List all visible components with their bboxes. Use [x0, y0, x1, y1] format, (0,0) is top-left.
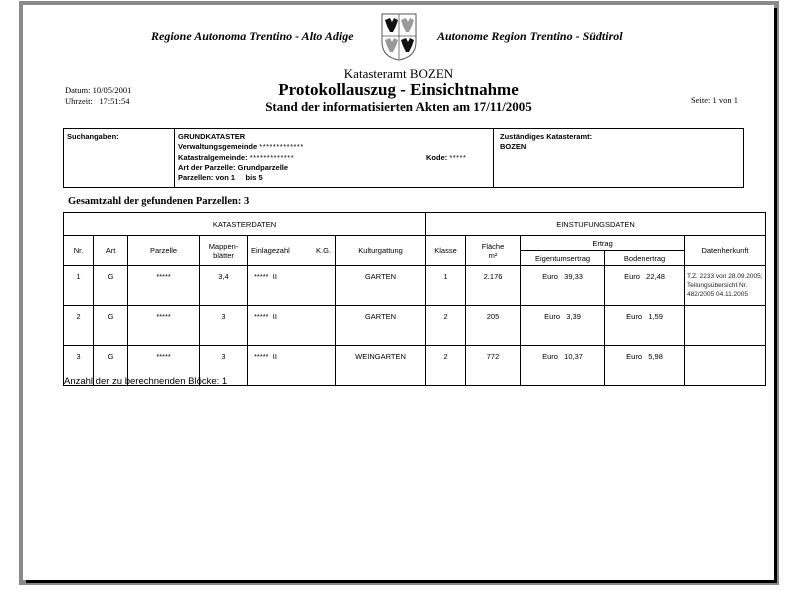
katastralgemeinde [178, 153, 294, 162]
kode-value: ***** [449, 153, 467, 162]
cell-eigentumsertrag: Euro 39,33 [521, 266, 605, 306]
art-label: Art der Parzelle: [178, 163, 236, 172]
cell-flaeche: 772 [466, 346, 521, 386]
cell-flaeche: 205 [466, 306, 521, 346]
parzellen-to: bis 5 [245, 173, 263, 182]
cell-kulturgattung: WEINGARTEN [336, 346, 426, 386]
cell-eigentumsertrag: Euro 10,37 [521, 346, 605, 386]
parzellen-from: Parzellen: von 1 [178, 173, 236, 182]
col-header-ertrag: Ertrag [521, 236, 685, 251]
uhrzeit-label: Uhrzeit: [65, 96, 93, 106]
mappen-line1: Mappen- [208, 241, 239, 251]
col-header-art: Art [94, 236, 128, 266]
cell-bodenertrag: Euro 22,48 [605, 266, 685, 306]
cell-klasse: 2 [426, 306, 466, 346]
cell-einlagezahl: ***** II [248, 306, 336, 346]
blocks-count: Anzahl der zu berechnenden Blöcke: 1 [64, 376, 228, 387]
table-row [64, 266, 766, 306]
cell-mappenblaetter: 3 [200, 346, 248, 386]
document-page [23, 5, 774, 580]
verwaltungsgemeinde [178, 142, 304, 151]
katastral-label: Katastralgemeinde: [178, 153, 248, 162]
col-header-einlagezahl-kg [248, 236, 336, 266]
cell-flaeche: 2.176 [466, 266, 521, 306]
table-row [64, 306, 766, 346]
office-cell [494, 129, 743, 187]
art-der-parzelle [178, 163, 288, 172]
office-label: Zuständiges Katasteramt: [500, 132, 593, 141]
group-header-katasterdaten: KATASTERDATEN [64, 213, 426, 236]
verwaltung-value: ************* [259, 142, 304, 151]
region-name-german: Autonome Region Trentino - Südtirol [437, 29, 623, 43]
kode [426, 153, 466, 162]
cell-bodenertrag: Euro 1,59 [605, 306, 685, 346]
page-subtitle: Stand der informatisierten Akten am 17/11/2005 [265, 99, 532, 114]
group-header-einstufungsdaten: EINSTUFUNGSDATEN [426, 213, 766, 236]
search-label-cell [64, 129, 175, 187]
flaeche-unit: m² [488, 250, 498, 260]
cell-bodenertrag: Euro 5,98 [605, 346, 685, 386]
page-info: Seite: 1 von 1 [691, 95, 738, 105]
art-value: Grundparzelle [237, 163, 289, 172]
mappen-line2: blätter [213, 250, 234, 260]
katastral-value: ************* [249, 153, 295, 162]
kataster-type: GRUNDKATASTER [178, 132, 246, 141]
col-header-klasse: Klasse [426, 236, 466, 266]
region-name-italian: Regione Autonoma Trentino - Alto Adige [151, 29, 354, 43]
parcel-table [63, 212, 766, 386]
search-criteria-box [63, 128, 744, 188]
col-header-bodenertrag: Bodenertrag [605, 251, 685, 266]
col-header-mappenblaetter [200, 236, 248, 266]
col-header-flaeche [466, 236, 521, 266]
cell-datenherkunft [685, 346, 766, 386]
uhrzeit-value: 17:51:54 [99, 96, 130, 106]
col-header-parzelle: Parzelle [128, 236, 200, 266]
cell-einlagezahl: ***** II [248, 346, 336, 386]
cell-kulturgattung: GARTEN [336, 266, 426, 306]
col-header-datenherkunft: Datenherkunft [685, 236, 766, 266]
datum-value: 10/05/2001 [92, 85, 132, 95]
cell-mappenblaetter: 3 [200, 306, 248, 346]
col-header-nr: Nr. [64, 236, 94, 266]
parzellen-range [178, 173, 263, 182]
cell-nr: 1 [64, 266, 94, 306]
cell-parzelle: ***** [128, 306, 200, 346]
cell-art: G [94, 306, 128, 346]
cell-art: G [94, 266, 128, 306]
cell-datenherkunft: T.Z. 2233 von 28.09.2005; Teilungsübersicht Nr. 482/2005 04.11.2005 [685, 266, 766, 306]
cell-einlagezahl: ***** II [248, 266, 336, 306]
cell-eigentumsertrag: Euro 3,39 [521, 306, 605, 346]
cell-datenherkunft [685, 306, 766, 346]
einlagezahl-label: Einlagezahl [251, 246, 290, 255]
cell-mappenblaetter: 3,4 [200, 266, 248, 306]
verwaltung-label: Verwaltungsgemeinde [178, 142, 258, 151]
cell-parzelle: ***** [128, 346, 200, 386]
cell-art: G [94, 346, 128, 386]
office-name: Katasteramt BOZEN [343, 66, 454, 81]
search-details-cell [175, 129, 494, 187]
cell-kulturgattung: GARTEN [336, 306, 426, 346]
cell-klasse: 1 [426, 266, 466, 306]
cell-nr: 3 [64, 346, 94, 386]
coat-of-arms-icon [379, 12, 419, 62]
cell-nr: 2 [64, 306, 94, 346]
flaeche-label: Fläche [481, 241, 505, 251]
kg-label: K.G. [315, 246, 331, 255]
page-title: Protokollauszug - Einsichtnahme [278, 80, 519, 99]
search-label: Suchangaben: [67, 132, 119, 141]
datum-label: Datum: [65, 85, 91, 95]
cell-parzelle: ***** [128, 266, 200, 306]
col-header-kulturgattung: Kulturgattung [336, 236, 426, 266]
office-value: BOZEN [500, 142, 527, 151]
col-header-eigentumsertrag: Eigentumsertrag [521, 251, 605, 266]
cell-klasse: 2 [426, 346, 466, 386]
kode-label: Kode: [426, 153, 448, 162]
total-parcels: Gesamtzahl der gefundenen Parzellen: 3 [68, 196, 250, 207]
